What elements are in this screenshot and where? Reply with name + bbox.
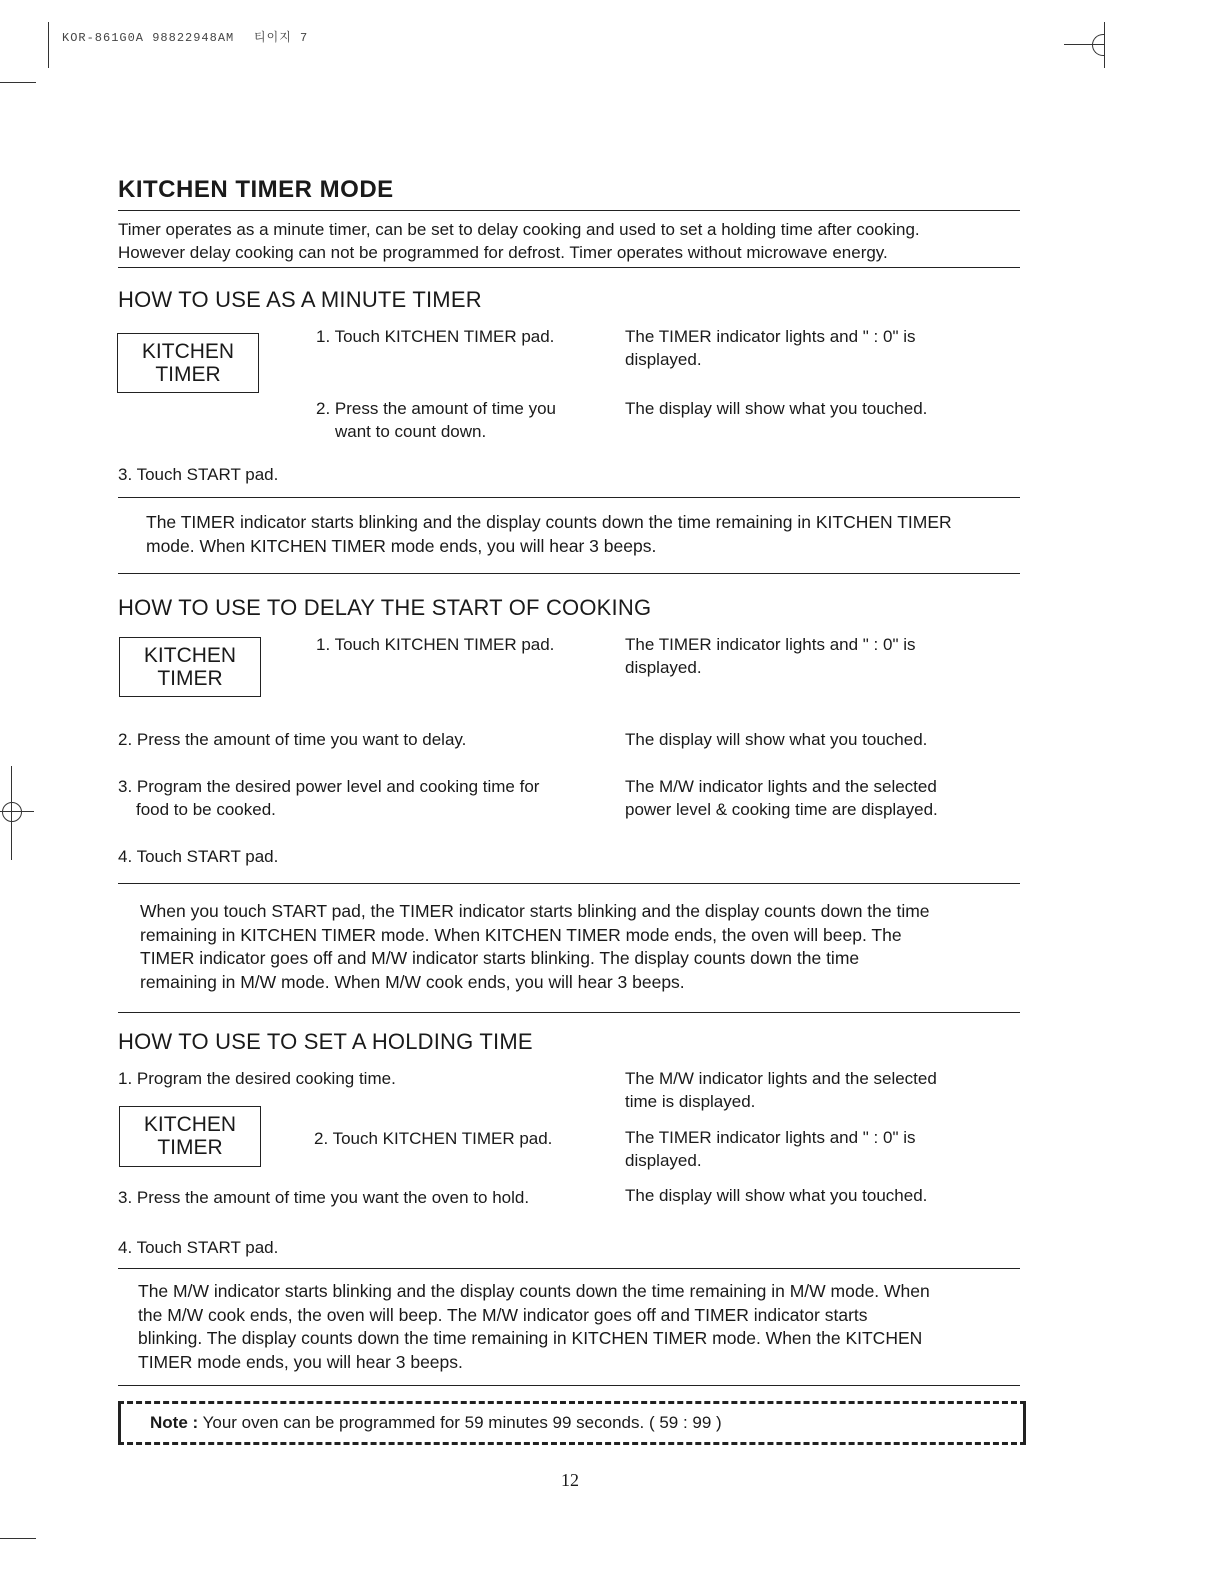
result-line: The TIMER indicator lights and " : 0" is [625, 327, 916, 346]
pad-label: TIMER [157, 667, 223, 690]
result-line: The M/W indicator lights and the selected [625, 1069, 937, 1088]
document-code: KOR-861G0A 98822948AM ᅟ티이지 7 [62, 31, 309, 45]
note-box-edge [118, 1401, 121, 1445]
step-2-result: The display will show what you touched. [625, 399, 928, 418]
section-summary [138, 1280, 1026, 1374]
note [150, 1413, 722, 1433]
pad-label: KITCHEN [141, 340, 235, 363]
summary-line: TIMER mode ends, you will hear 3 beeps. [138, 1351, 463, 1372]
step-3: 3. Press the amount of time you want the oven to hold. [118, 1188, 530, 1207]
step-2: 2. Press the amount of time you want to delay. [118, 730, 467, 749]
step-1: 1. Program the desired cooking time. [118, 1069, 396, 1088]
page-title: KITCHEN TIMER MODE [118, 176, 394, 203]
result-line: power level & cooking time are displayed. [625, 800, 938, 819]
step-1-result [625, 325, 916, 371]
step-4: 4. Touch START pad. [118, 1238, 279, 1257]
result-line: displayed. [625, 350, 702, 369]
summary-line: The M/W indicator starts blinking and the display counts down the time remaining in M/W mode. When [138, 1281, 930, 1301]
step-1-result [625, 1067, 937, 1113]
pad-label: KITCHEN [143, 644, 237, 667]
kitchen-timer-pad [119, 1106, 261, 1167]
divider [118, 267, 1020, 268]
divider [118, 497, 1020, 498]
note-box-edge [1023, 1401, 1026, 1445]
step-1: 1. Touch KITCHEN TIMER pad. [316, 635, 555, 654]
summary-line: the M/W cook ends, the oven will beep. The M/W indicator goes off and TIMER indicator starts [138, 1304, 868, 1325]
note-text: Your oven can be programmed for 59 minutes 99 seconds. ( 59 : 99 ) [202, 1413, 722, 1432]
summary-line: blinking. The display counts down the time remaining in KITCHEN TIMER mode. When the KITCHEN [138, 1328, 923, 1348]
step-2-result [625, 1126, 916, 1172]
pad-label: KITCHEN [143, 1113, 237, 1136]
intro-line: However delay cooking can not be programmed for defrost. Timer operates without microwave energy. [118, 243, 888, 262]
section-summary [146, 511, 1020, 558]
registration-mark-icon [1092, 34, 1105, 56]
step-line: food to be cooked. [136, 800, 276, 819]
summary-line: mode. When KITCHEN TIMER mode ends, you will hear 3 beeps. [146, 535, 657, 556]
divider [118, 1385, 1020, 1386]
summary-line: TIMER indicator goes off and M/W indicator starts blinking. The display counts down the time [140, 948, 860, 968]
summary-line: The TIMER indicator starts blinking and the display counts down the time remaining in KITCHEN TIMER [146, 512, 952, 532]
divider [118, 883, 1020, 884]
summary-line: remaining in KITCHEN TIMER mode. When KITCHEN TIMER mode ends, the oven will beep. The [140, 924, 902, 945]
intro-text [118, 218, 1018, 264]
kitchen-timer-pad [117, 333, 259, 393]
step-4: 4. Touch START pad. [118, 847, 279, 866]
result-line: displayed. [625, 658, 702, 677]
result-line: time is displayed. [625, 1092, 756, 1111]
summary-line: remaining in M/W mode. When M/W cook ends, you will hear 3 beeps. [140, 971, 685, 992]
step-3 [118, 775, 539, 821]
step-line: want to count down. [335, 422, 487, 441]
pad-label: TIMER [155, 363, 221, 386]
section-heading-holding-time: HOW TO USE TO SET A HOLDING TIME [118, 1029, 533, 1054]
section-heading-minute-timer: HOW TO USE AS A MINUTE TIMER [118, 287, 482, 312]
step-1-result [625, 633, 916, 679]
step-line: 3. Program the desired power level and cooking time for [118, 777, 540, 796]
divider [118, 573, 1020, 574]
step-3: 3. Touch START pad. [118, 465, 279, 484]
crop-mark-top [0, 82, 36, 83]
registration-mark-line [0, 811, 34, 812]
result-line: The TIMER indicator lights and " : 0" is [625, 1128, 916, 1147]
step-2-result: The display will show what you touched. [625, 730, 928, 749]
step-2: 2. Touch KITCHEN TIMER pad. [314, 1129, 553, 1148]
note-label: Note : [150, 1413, 199, 1432]
divider [118, 1012, 1020, 1013]
step-line: 2. Press the amount of time you [316, 399, 557, 418]
page-number: 12 [561, 1470, 579, 1490]
registration-mark-icon [2, 802, 22, 822]
result-line: displayed. [625, 1151, 702, 1170]
step-3-result [625, 775, 938, 821]
section-heading-delay-start: HOW TO USE TO DELAY THE START OF COOKING [118, 595, 652, 620]
crop-mark-bottom [0, 1538, 36, 1539]
divider [118, 1268, 1020, 1269]
step-2 [316, 397, 556, 443]
step-3-result: The display will show what you touched. [625, 1186, 928, 1205]
result-line: The M/W indicator lights and the selected [625, 777, 937, 796]
intro-line: Timer operates as a minute timer, can be set to delay cooking and used to set a holding time after cooking. [118, 220, 920, 239]
section-summary [140, 900, 1026, 994]
result-line: The TIMER indicator lights and " : 0" is [625, 635, 916, 654]
crop-mark-left [48, 22, 49, 68]
kitchen-timer-pad [119, 637, 261, 697]
registration-mark-line [11, 766, 12, 860]
step-1: 1. Touch KITCHEN TIMER pad. [316, 327, 555, 346]
summary-line: When you touch START pad, the TIMER indicator starts blinking and the display counts down the time [140, 901, 930, 921]
pad-label: TIMER [157, 1136, 223, 1159]
divider [118, 210, 1020, 211]
